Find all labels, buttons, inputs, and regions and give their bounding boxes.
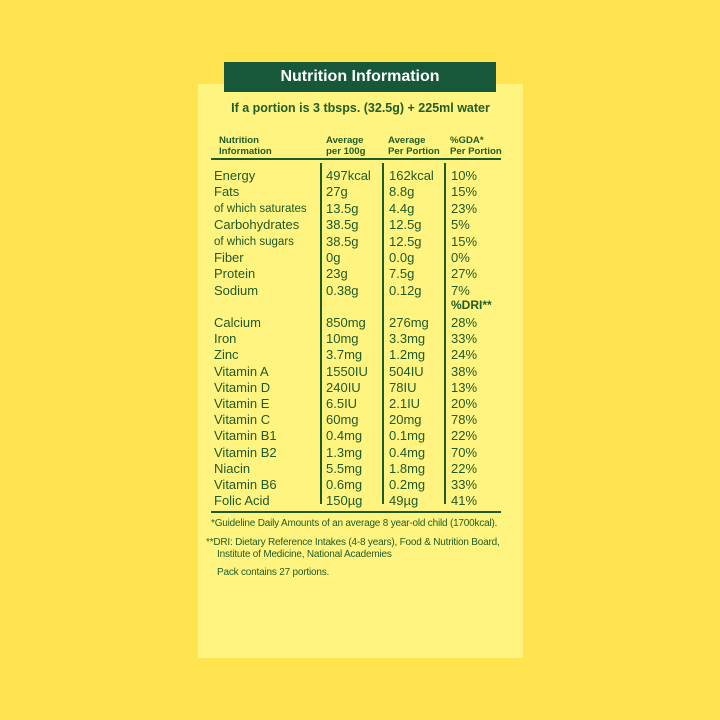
per-portion-value: 49µg xyxy=(389,493,419,509)
per-100g-value: 27g xyxy=(326,184,348,200)
percent-value: 70% xyxy=(451,444,478,460)
percent-value: 22% xyxy=(451,428,478,444)
nutrient-name: Carbohydrates xyxy=(214,217,300,233)
per-100g-value: 1.3mg xyxy=(326,444,363,460)
per-100g-value: 0g xyxy=(326,250,341,265)
nutrient-name: Vitamin B2 xyxy=(214,444,277,460)
per-portion-value: 504IU xyxy=(389,363,424,379)
per-100g-value: 3.7mg xyxy=(326,347,363,363)
nutrient-name: of which sugars xyxy=(214,235,294,248)
per-100g-value: 38.5g xyxy=(326,233,359,249)
percent-value: 33% xyxy=(451,331,478,347)
table-row xyxy=(0,412,720,428)
table-row xyxy=(0,315,720,331)
header-rule xyxy=(211,158,501,160)
table-row xyxy=(0,250,720,266)
percent-value: 27% xyxy=(451,266,478,282)
per-100g-value: 5.5mg xyxy=(326,460,363,476)
percent-value: 7% xyxy=(451,282,470,298)
nutrient-name: Vitamin C xyxy=(214,412,271,428)
per-100g-value: 850mg xyxy=(326,315,366,330)
table-row xyxy=(0,364,720,380)
table-row xyxy=(0,461,720,477)
table-row xyxy=(0,266,720,282)
percent-value: 41% xyxy=(451,493,478,509)
percent-value: 5% xyxy=(451,217,470,233)
per-portion-value: 12.5g xyxy=(389,233,422,249)
percent-value: 15% xyxy=(451,184,478,200)
header-line: %GDA* xyxy=(450,135,484,146)
per-100g-value: 497kcal xyxy=(326,168,371,183)
nutrient-name: Vitamin B6 xyxy=(214,477,277,492)
table-row xyxy=(0,201,720,217)
header-per-100g xyxy=(326,135,365,157)
per-portion-value: 162kcal xyxy=(389,168,434,183)
table-row xyxy=(0,445,720,461)
header-per-portion xyxy=(388,135,440,157)
per-100g-value: 240IU xyxy=(326,379,361,395)
table-row xyxy=(0,396,720,412)
nutrient-name: Vitamin A xyxy=(214,363,269,379)
nutrient-name: Vitamin E xyxy=(214,396,270,411)
per-portion-value: 276mg xyxy=(389,315,429,330)
per-100g-value: 150µg xyxy=(326,493,363,509)
per-100g-value: 0.6mg xyxy=(326,477,363,492)
percent-value: 15% xyxy=(451,233,478,249)
per-100g-value: 23g xyxy=(326,266,348,282)
per-portion-value: 1.8mg xyxy=(389,460,426,476)
per-portion-value: 0.12g xyxy=(389,282,422,298)
per-100g-value: 38.5g xyxy=(326,217,359,233)
percent-value: 0% xyxy=(451,250,470,265)
table-row xyxy=(0,184,720,200)
header-line: Average xyxy=(388,135,426,146)
per-100g-value: 10mg xyxy=(326,331,359,347)
percent-value: 23% xyxy=(451,200,478,216)
footnote-dri-line2: Institute of Medicine, National Academies xyxy=(217,549,392,560)
percent-value: 38% xyxy=(451,363,478,379)
dri-label: %DRI** xyxy=(451,298,492,312)
nutrient-name: Iron xyxy=(214,331,237,347)
per-portion-value: 0.4mg xyxy=(389,444,426,460)
percent-value: 78% xyxy=(451,412,478,428)
nutrient-name: Zinc xyxy=(214,347,239,363)
nutrient-name: Fiber xyxy=(214,250,244,265)
percent-value: 24% xyxy=(451,347,478,363)
percent-value: 22% xyxy=(451,460,478,476)
percent-value: 20% xyxy=(451,396,478,411)
table-row xyxy=(0,331,720,347)
portion-note: If a portion is 3 tbsps. (32.5g) + 225ml water xyxy=(231,101,490,115)
table-row xyxy=(0,168,720,184)
table-row xyxy=(0,234,720,250)
per-portion-value: 0.2mg xyxy=(389,477,426,492)
percent-value: 13% xyxy=(451,379,478,395)
percent-value: 33% xyxy=(451,477,478,492)
per-portion-value: 0.1mg xyxy=(389,428,426,444)
percent-value: 10% xyxy=(451,168,478,183)
nutrient-name: of which saturates xyxy=(214,202,307,215)
per-100g-value: 6.5IU xyxy=(326,396,358,411)
header-line: Per Portion xyxy=(388,146,440,157)
header-line: Per Portion xyxy=(450,146,502,157)
per-100g-value: 60mg xyxy=(326,412,359,428)
header-line: Nutrition xyxy=(219,135,259,146)
per-portion-value: 1.2mg xyxy=(389,347,426,363)
nutrient-name: Niacin xyxy=(214,460,251,476)
header-nutrition-information xyxy=(219,135,272,157)
table-row xyxy=(0,347,720,363)
header-line: per 100g xyxy=(326,146,366,157)
table-row xyxy=(0,493,720,509)
per-portion-value: 20mg xyxy=(389,412,422,428)
footer-rule xyxy=(211,511,501,513)
header-gda xyxy=(450,135,502,157)
nutrient-name: Energy xyxy=(214,168,256,183)
per-100g-value: 0.4mg xyxy=(326,428,363,444)
per-100g-value: 1550IU xyxy=(326,363,368,379)
nutrient-name: Protein xyxy=(214,266,256,282)
table-row xyxy=(0,428,720,444)
table-row xyxy=(0,217,720,233)
per-portion-value: 2.1IU xyxy=(389,396,421,411)
table-row xyxy=(0,477,720,493)
per-100g-value: 13.5g xyxy=(326,200,359,216)
nutrient-name: Vitamin B1 xyxy=(214,428,277,444)
footnote-gda: *Guideline Daily Amounts of an average 8 year-old child (1700kcal). xyxy=(211,518,498,529)
header-line: Information xyxy=(219,146,272,157)
per-100g-value: 0.38g xyxy=(326,282,359,298)
nutrient-name: Folic Acid xyxy=(214,493,270,509)
per-portion-value: 0.0g xyxy=(389,250,415,265)
header-line: Average xyxy=(326,135,364,146)
nutrient-name: Sodium xyxy=(214,282,259,298)
per-portion-value: 12.5g xyxy=(389,217,422,233)
panel-title: Nutrition Information xyxy=(224,62,496,92)
per-portion-value: 78IU xyxy=(389,379,417,395)
footnote-dri-line1: **DRI: Dietary Reference Intakes (4-8 years), Food & Nutrition Board, xyxy=(206,537,500,548)
table-row xyxy=(0,380,720,396)
nutrient-name: Vitamin D xyxy=(214,379,271,395)
per-portion-value: 8.8g xyxy=(389,184,415,200)
percent-value: 28% xyxy=(451,315,478,330)
footnote-pack: Pack contains 27 portions. xyxy=(217,567,330,578)
per-portion-value: 7.5g xyxy=(389,266,415,282)
table-row xyxy=(0,283,720,299)
nutrient-name: Fats xyxy=(214,184,240,200)
nutrient-name: Calcium xyxy=(214,315,261,330)
per-portion-value: 4.4g xyxy=(389,200,415,216)
per-portion-value: 3.3mg xyxy=(389,331,426,347)
